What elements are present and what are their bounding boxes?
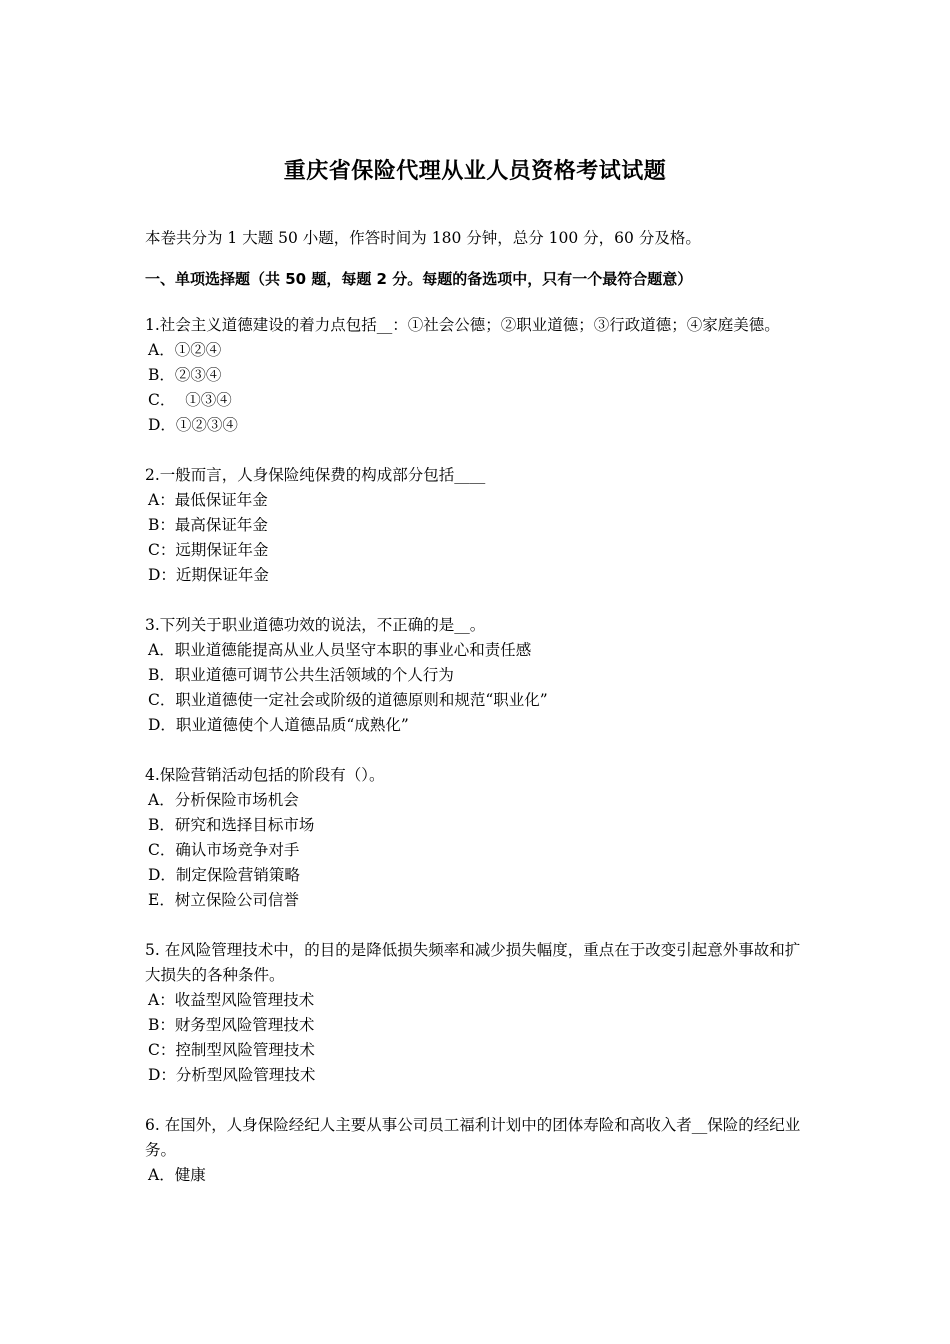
question-stem: 1.社会主义道德建设的着力点包括__：①社会公德；②职业道德；③行政道德；④家庭美德。 — [145, 316, 780, 334]
option-b: B．职业道德可调节公共生活领域的个人行为 — [148, 666, 454, 684]
question-1 — [145, 313, 810, 438]
question-3 — [145, 613, 810, 738]
option-d: D．①②③④ — [148, 416, 238, 434]
option-a: A：最低保证年金 — [148, 491, 268, 509]
option-d: D：分析型风险管理技术 — [148, 1066, 316, 1084]
section-heading: 一、单项选择题（共 50 题，每题 2 分。每题的备选项中，只有一个最符合题意） — [145, 270, 693, 288]
option-a: A．分析保险市场机会 — [148, 791, 299, 809]
question-5 — [145, 938, 810, 1088]
page-title: 重庆省保险代理从业人员资格考试试题 — [283, 159, 667, 184]
option-c: C：远期保证年金 — [148, 541, 269, 559]
question-stem: 4.保险营销活动包括的阶段有（）。 — [145, 766, 385, 784]
option-b: B．②③④ — [148, 366, 222, 384]
option-b: B．研究和选择目标市场 — [148, 816, 315, 834]
option-c: C：控制型风险管理技术 — [148, 1041, 315, 1059]
option-c: C．职业道德使一定社会或阶级的道德原则和规范“职业化” — [148, 691, 548, 709]
option-d: D：近期保证年金 — [148, 566, 269, 584]
option-c: C． ①③④ — [148, 391, 232, 409]
option-d: D．制定保险营销策略 — [148, 866, 300, 884]
question-6 — [145, 1113, 810, 1188]
option-e: E．树立保险公司信誉 — [148, 891, 299, 909]
document-body — [145, 226, 810, 1213]
option-a: A．健康 — [148, 1166, 206, 1184]
question-4 — [145, 763, 810, 913]
question-2 — [145, 463, 810, 588]
option-a: A．①②④ — [148, 341, 222, 359]
question-stem: 2.一般而言，人身保险纯保费的构成部分包括____ — [145, 466, 486, 484]
question-stem: 5. 在风险管理技术中，的目的是降低损失频率和减少损失幅度，重点在于改变引起意外事故和扩大损失的各种条件。 — [145, 941, 801, 984]
option-a: A：收益型风险管理技术 — [148, 991, 315, 1009]
option-b: B：财务型风险管理技术 — [148, 1016, 315, 1034]
option-d: D．职业道德使个人道德品质“成熟化” — [148, 716, 409, 734]
question-stem: 3.下列关于职业道德功效的说法，不正确的是__。 — [145, 616, 486, 634]
question-stem: 6. 在国外，人身保险经纪人主要从事公司员工福利计划中的团体寿险和高收入者__保险的经纪业务。 — [145, 1116, 801, 1159]
exam-intro: 本卷共分为 1 大题 50 小题，作答时间为 180 分钟，总分 100 分，60 分及格。 — [145, 229, 701, 247]
option-b: B：最高保证年金 — [148, 516, 268, 534]
option-c: C．确认市场竞争对手 — [148, 841, 300, 859]
option-a: A．职业道德能提高从业人员坚守本职的事业心和责任感 — [148, 641, 532, 659]
